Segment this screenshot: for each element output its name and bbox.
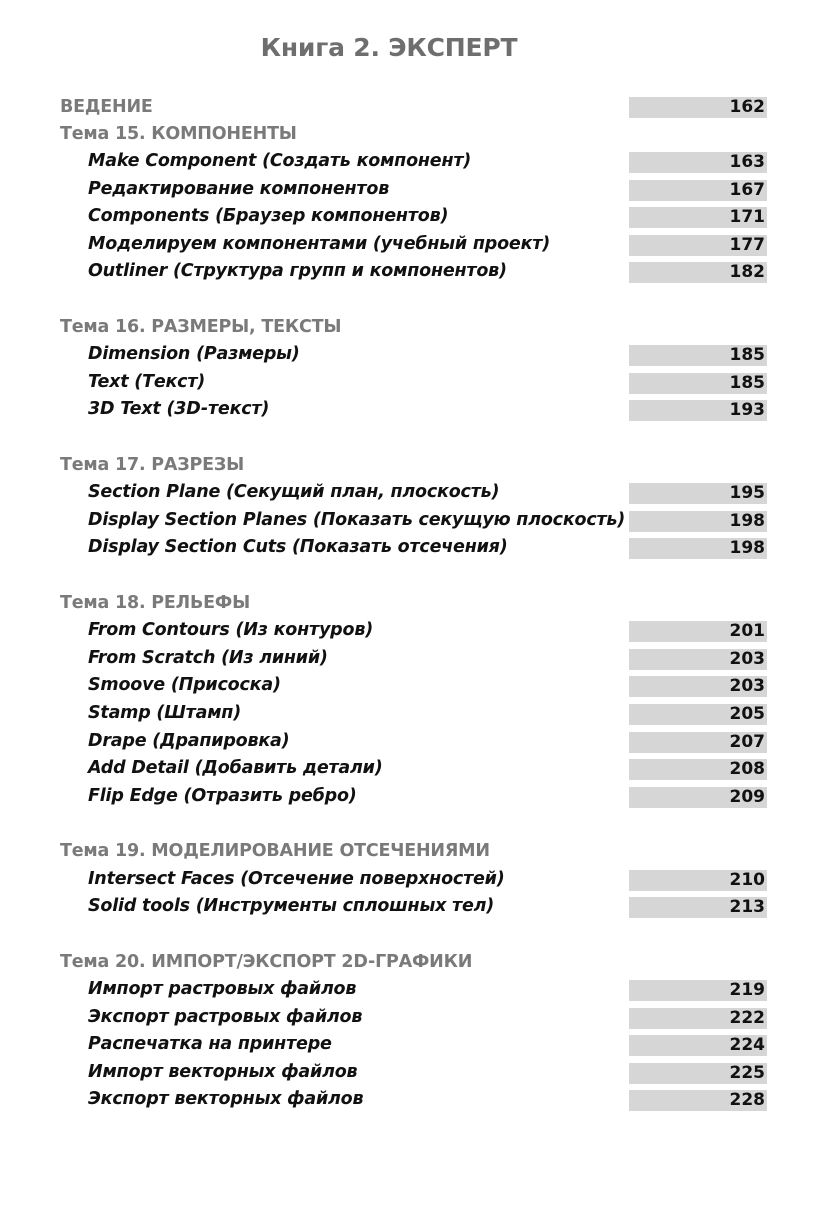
page-number: 210 <box>729 870 765 890</box>
toc-entry-title: Intersect Faces (Отсечение поверхностей) <box>88 869 505 889</box>
page-number-bar <box>629 980 767 1001</box>
toc-entry-title: Экспорт растровых файлов <box>88 1007 363 1027</box>
page-number-bar <box>629 262 767 283</box>
toc-entry-title: Dimension (Размеры) <box>88 344 300 364</box>
toc-heading-row <box>0 95 827 119</box>
toc-entry-title: Display Section Planes (Показать секущую плоскость) <box>88 510 626 530</box>
toc-entry-row <box>0 1006 827 1030</box>
page-number: 182 <box>729 262 765 282</box>
toc-entry-title: Импорт растровых файлов <box>88 979 357 999</box>
page-number-bar <box>629 235 767 256</box>
toc-entry-row <box>0 674 827 698</box>
toc-entry-row <box>0 371 827 395</box>
page-number: 207 <box>729 732 765 752</box>
page-number: 193 <box>729 400 765 420</box>
page-number: 198 <box>729 511 765 531</box>
toc-heading-row <box>0 950 827 974</box>
page-number: 163 <box>729 152 765 172</box>
page-number-bar <box>629 152 767 173</box>
toc-entry-title: Распечатка на принтере <box>88 1034 332 1054</box>
toc-entry-title: Smoove (Присоска) <box>88 675 281 695</box>
toc-entry-row <box>0 619 827 643</box>
toc-entry-title: Редактирование компонентов <box>88 179 390 199</box>
page-number-bar <box>629 373 767 394</box>
page-number: 208 <box>729 759 765 779</box>
page-number-bar <box>629 732 767 753</box>
toc-heading-row <box>0 453 827 477</box>
page-number: 203 <box>729 649 765 669</box>
page-number: 162 <box>729 97 765 117</box>
page-number-bar <box>629 1008 767 1029</box>
toc-entry-row <box>0 509 827 533</box>
page-number-bar <box>629 511 767 532</box>
toc-entry-row <box>0 1088 827 1112</box>
page-title: Книга 2. ЭКСПЕРТ <box>260 33 518 62</box>
page-number-bar <box>629 704 767 725</box>
page-number: 185 <box>729 345 765 365</box>
toc-heading-row <box>0 122 827 146</box>
page-number: 203 <box>729 676 765 696</box>
page-number: 201 <box>729 621 765 641</box>
page-number-bar <box>629 621 767 642</box>
page-number-bar <box>629 345 767 366</box>
section-heading: Тема 20. ИМПОРТ/ЭКСПОРТ 2D-ГРАФИКИ <box>60 952 473 972</box>
page-number-bar <box>629 400 767 421</box>
page-number: 219 <box>729 980 765 1000</box>
page-number: 171 <box>729 207 765 227</box>
page-number-bar <box>629 787 767 808</box>
page-number: 209 <box>729 787 765 807</box>
toc-entry-row <box>0 647 827 671</box>
toc-entry-title: Экспорт векторных файлов <box>88 1089 364 1109</box>
page-number-bar <box>629 180 767 201</box>
page-number-bar <box>629 483 767 504</box>
toc-entry-row <box>0 481 827 505</box>
page-number: 228 <box>729 1090 765 1110</box>
section-heading: Тема 15. КОМПОНЕНТЫ <box>60 124 297 144</box>
toc-entry-title: Text (Текст) <box>88 372 206 392</box>
page-number-bar <box>629 676 767 697</box>
toc-entry-title: Outliner (Структура групп и компонентов) <box>88 261 507 281</box>
section-heading: Тема 16. РАЗМЕРЫ, ТЕКСТЫ <box>60 317 342 337</box>
page-number-bar <box>629 1063 767 1084</box>
page-number-bar <box>629 649 767 670</box>
toc-entry-row <box>0 398 827 422</box>
page-number: 195 <box>729 483 765 503</box>
toc-entry-row <box>0 1061 827 1085</box>
page-number-bar <box>629 870 767 891</box>
toc-entry-title: 3D Text (3D-текст) <box>88 399 270 419</box>
page-number: 225 <box>729 1063 765 1083</box>
toc-entry-row <box>0 150 827 174</box>
toc-entry-row <box>0 730 827 754</box>
toc-entry-title: Components (Браузер компонентов) <box>88 206 449 226</box>
toc-heading-row <box>0 839 827 863</box>
toc-heading-row <box>0 591 827 615</box>
toc-entry-row <box>0 868 827 892</box>
toc-entry-title: Solid tools (Инструменты сплошных тел) <box>88 896 495 916</box>
page-number-bar <box>629 97 767 118</box>
page-number-bar <box>629 759 767 780</box>
toc-entry-title: From Scratch (Из линий) <box>88 648 328 668</box>
toc-entry-row <box>0 757 827 781</box>
toc-entry-row <box>0 1033 827 1057</box>
page-number-bar <box>629 1090 767 1111</box>
toc-entry-row <box>0 895 827 919</box>
toc-entry-title: Make Component (Создать компонент) <box>88 151 472 171</box>
toc-entry-row <box>0 233 827 257</box>
page-number-bar <box>629 1035 767 1056</box>
toc-entry-row <box>0 343 827 367</box>
toc-entry-title: Моделируем компонентами (учебный проект) <box>88 234 551 254</box>
page-number: 185 <box>729 373 765 393</box>
toc-entry-row <box>0 536 827 560</box>
toc-entry-title: Flip Edge (Отразить ребро) <box>88 786 357 806</box>
toc-entry-row <box>0 178 827 202</box>
toc-entry-title: Display Section Cuts (Показать отсечения) <box>88 537 508 557</box>
section-heading: ВЕДЕНИЕ <box>60 97 153 117</box>
toc-entry-row <box>0 260 827 284</box>
page-number: 222 <box>729 1008 765 1028</box>
toc-entry-title: Stamp (Штамп) <box>88 703 241 723</box>
page-number: 213 <box>729 897 765 917</box>
toc-entry-title: Section Plane (Секущий план, плоскость) <box>88 482 500 502</box>
toc-entry-row <box>0 702 827 726</box>
toc-entry-row <box>0 978 827 1002</box>
page-number: 167 <box>729 180 765 200</box>
toc-entry-title: From Contours (Из контуров) <box>88 620 373 640</box>
section-heading: Тема 19. МОДЕЛИРОВАНИЕ ОТСЕЧЕНИЯМИ <box>60 841 490 861</box>
page-number: 205 <box>729 704 765 724</box>
page-number: 224 <box>729 1035 765 1055</box>
toc-entry-title: Add Detail (Добавить детали) <box>88 758 383 778</box>
page-number: 177 <box>729 235 765 255</box>
toc-entry-title: Drape (Драпировка) <box>88 731 290 751</box>
section-heading: Тема 17. РАЗРЕЗЫ <box>60 455 245 475</box>
page-number-bar <box>629 897 767 918</box>
toc-entry-row <box>0 785 827 809</box>
page-number: 198 <box>729 538 765 558</box>
section-heading: Тема 18. РЕЛЬЕФЫ <box>60 593 251 613</box>
toc-heading-row <box>0 315 827 339</box>
toc-entry-title: Импорт векторных файлов <box>88 1062 358 1082</box>
toc-entry-row <box>0 205 827 229</box>
page-number-bar <box>629 207 767 228</box>
page-number-bar <box>629 538 767 559</box>
